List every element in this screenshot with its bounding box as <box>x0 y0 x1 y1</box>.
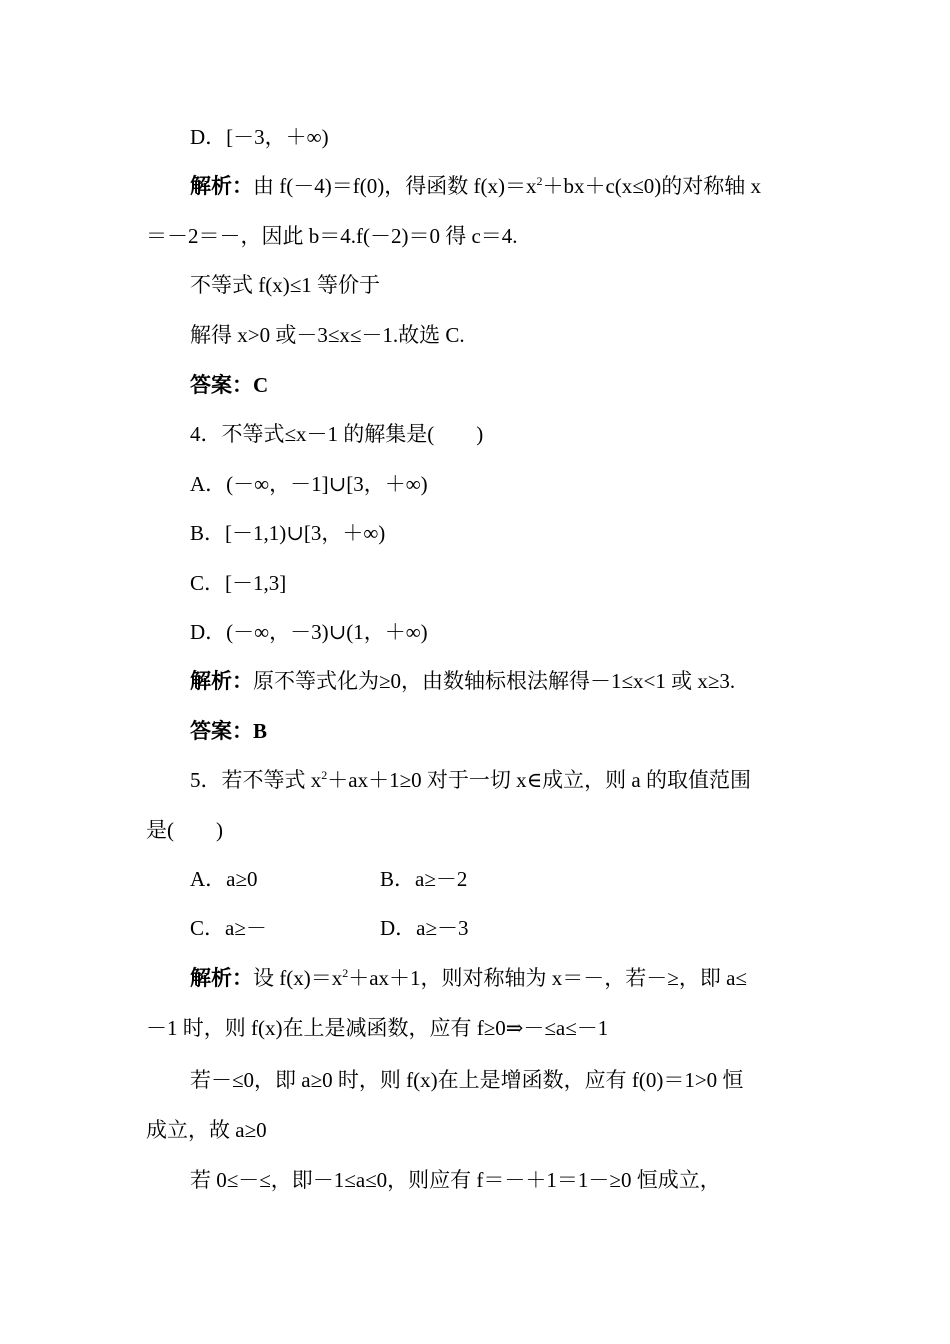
analysis-q3-line2: ＝－2＝－，因此 b＝4.f(－2)＝0 得 c＝4. <box>146 224 518 248</box>
analysis-text: ＋bx＋c(x≤0)的对称轴 x <box>542 174 762 198</box>
analysis-q5-line5: 若 0≤－≤，即－1≤a≤0，则应有 f＝－＋1＝1－≥0 恒成立， <box>190 1168 721 1192</box>
analysis-q5-line2: －1 时，则 f(x)在上是减函数，应有 f≥0⇒－≤a≤－1 <box>146 1016 609 1040</box>
option-a-q4: A．(－∞，－1]∪[3，＋∞) <box>190 472 428 496</box>
analysis-q5-line3: 若－≤0，即 a≥0 时，则 f(x)在上是增函数，应有 f(0)＝1>0 恒 <box>190 1068 744 1092</box>
analysis-label: 解析： <box>190 966 253 990</box>
option-b-q4: B．[－1,1)∪[3，＋∞) <box>190 521 386 545</box>
option-d-q5: D．a≥－3 <box>380 916 469 940</box>
question-text: 5．若不等式 x <box>190 768 322 792</box>
answer-q3: 答案：C <box>190 373 269 397</box>
option-a-q5: A．a≥0 <box>190 867 258 891</box>
answer-q4: 答案：B <box>190 719 268 743</box>
superscript: 2 <box>321 768 328 782</box>
option-c-q5: C．a≥－ <box>190 916 267 940</box>
question-5-line1 <box>190 765 751 795</box>
option-d-q3: D．[－3，＋∞) <box>190 125 329 149</box>
option-b-q5: B．a≥－2 <box>380 867 468 891</box>
analysis-q4 <box>190 666 735 696</box>
options-ab-q5 <box>190 864 790 894</box>
analysis-text: ＋ax＋1，则对称轴为 x＝－，若－≥，即 a≤ <box>348 966 747 990</box>
analysis-label: 解析： <box>190 174 253 198</box>
analysis-q3-line3: 不等式 f(x)≤1 等价于 <box>190 273 381 297</box>
options-cd-q5 <box>190 913 790 943</box>
superscript: 2 <box>342 966 349 980</box>
analysis-text: 原不等式化为≥0，由数轴标根法解得－1≤x<1 或 x≥3. <box>253 669 736 693</box>
analysis-text: 设 f(x)＝x <box>253 966 343 990</box>
question-4: 4．不等式≤x－1 的解集是( ) <box>190 422 484 446</box>
analysis-q5-line1 <box>190 963 747 993</box>
question-text: ＋ax＋1≥0 对于一切 x∈成立，则 a 的取值范围 <box>327 768 751 792</box>
analysis-q3-line4: 解得 x>0 或－3≤x≤－1.故选 C. <box>190 323 465 347</box>
question-5-line2: 是( ) <box>146 818 223 842</box>
option-d-q4: D．(－∞，－3)∪(1，＋∞) <box>190 620 428 644</box>
analysis-q5-line4: 成立，故 a≥0 <box>146 1118 267 1142</box>
analysis-label: 解析： <box>190 669 253 693</box>
superscript: 2 <box>536 174 543 188</box>
analysis-text: 由 f(－4)＝f(0)，得函数 f(x)＝x <box>253 174 537 198</box>
analysis-q3-line1 <box>190 171 761 201</box>
option-c-q4: C．[－1,3] <box>190 571 287 595</box>
